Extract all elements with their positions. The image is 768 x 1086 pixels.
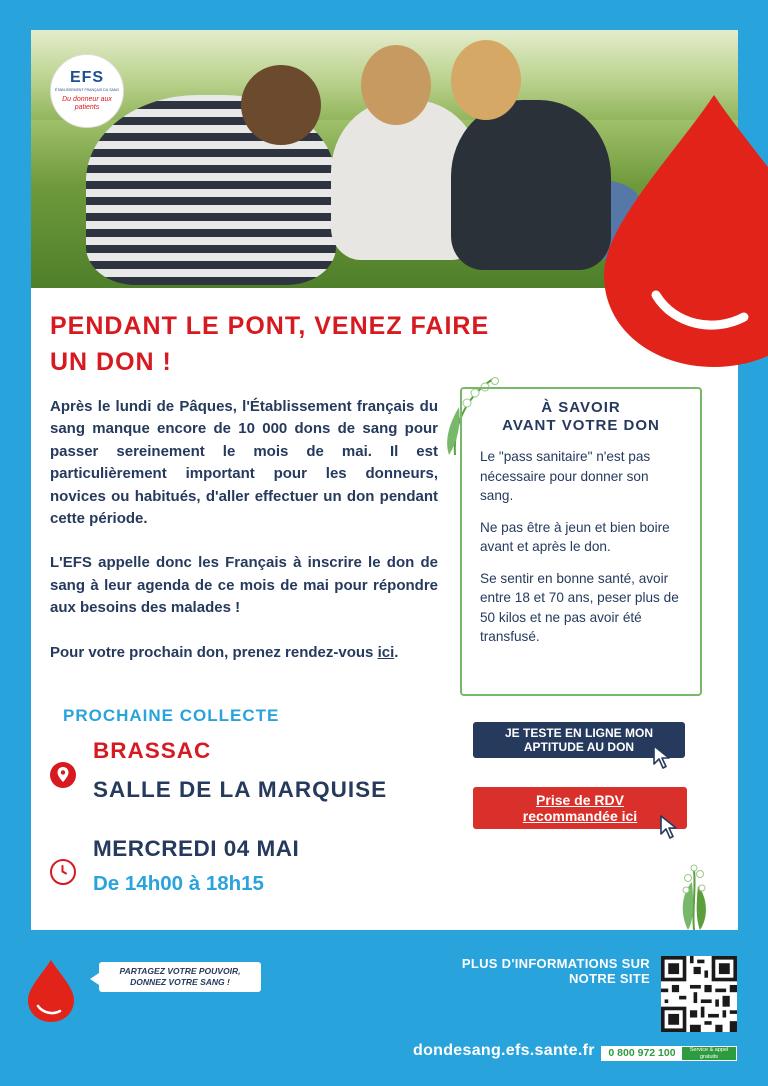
intro-text: [50, 396, 438, 686]
more-info-text: [420, 956, 650, 986]
slogan-line1: PARTAGEZ VOTRE POUVOIR,: [119, 966, 241, 976]
phone-service-note: Service & appel gratuits: [689, 1047, 729, 1060]
info-box: [460, 387, 702, 696]
cursor-icon: [658, 814, 682, 840]
slogan-bubble: [99, 962, 261, 992]
rdv-sentence-end: .: [394, 643, 399, 661]
collecte-date: MERCREDI 04 MAI: [93, 836, 300, 861]
collecte-venue: SALLE DE LA MARQUISE: [93, 777, 388, 802]
phone-number: 0 800 972 100: [602, 1047, 682, 1060]
info-title-line1: À SAVOIR: [541, 399, 621, 416]
info-title-line2: AVANT VOTRE DON: [502, 417, 660, 434]
collecte-hours: De 14h00 à 18h15: [93, 872, 264, 895]
more-info-line1: PLUS D'INFORMATIONS SUR: [461, 956, 650, 971]
info-item: Ne pas être à jeun et bien boire avant et après le don.: [480, 519, 670, 554]
info-title: [462, 399, 700, 435]
intro-paragraph-1: Après le lundi de Pâques, l'Établissement français du sang manque encore de 10 000 dons de sang pour passer sereinement le mois de mai. Il est particulièrement important pour les donneurs, novices ou habitués, d'aller effectuer un don pendant cette période.: [50, 398, 438, 528]
blood-drop-icon: [604, 95, 768, 367]
info-item: Se sentir en bonne santé, avoir entre 18 et 70 ans, peser plus de 50 kilos et ne pas avoir été transfusé.: [480, 570, 679, 644]
efs-logo: [50, 54, 124, 128]
info-item: Le "pass sanitaire" n'est pas nécessaire pour donner son sang.: [480, 449, 651, 503]
collecte-city: BRASSAC: [93, 738, 212, 763]
rdv-button-label-2: recommandée ici: [522, 808, 638, 824]
phone-badge[interactable]: [601, 1046, 737, 1061]
location-pin-icon: [50, 762, 76, 788]
logo-tagline: Du donneur aux patients: [62, 96, 112, 111]
person-woman-right-head: [451, 40, 521, 120]
collecte-heading: PROCHAINE COLLECTE: [63, 706, 280, 725]
cursor-icon: [651, 744, 675, 770]
rdv-button-label-1: Prise de RDV: [536, 792, 624, 808]
aptitude-test-label-2: APTITUDE AU DON: [523, 740, 635, 754]
intro-paragraph-3: [50, 642, 438, 664]
qr-code[interactable]: [661, 956, 737, 1032]
clock-icon: [50, 859, 76, 885]
website-link[interactable]: dondesang.efs.sante.fr: [413, 1042, 595, 1059]
aptitude-test-label-1: JE TESTE EN LIGNE MON: [504, 726, 654, 740]
person-man-head: [241, 65, 321, 145]
more-info-line2: NOTRE SITE: [568, 971, 650, 986]
info-list: [462, 447, 700, 647]
logo-org: ÉTABLISSEMENT FRANÇAIS DU SANG: [54, 88, 120, 92]
logo-brand: EFS: [69, 69, 105, 86]
intro-paragraph-2: L'EFS appelle donc les Français à inscrire le don de sang à leur agenda de ce mois de mai pour répondre aux besoins des malades !: [50, 554, 438, 617]
blood-drop-icon: [28, 960, 74, 1022]
person-woman-right: [451, 100, 611, 270]
headline-line2: UN DON !: [50, 348, 172, 376]
headline: [50, 308, 610, 380]
rdv-link[interactable]: ici: [377, 643, 395, 661]
person-woman-center-head: [361, 45, 431, 125]
rdv-button[interactable]: [473, 787, 687, 829]
headline-line1: PENDANT LE PONT, VENEZ FAIRE: [50, 312, 490, 340]
lily-of-the-valley-icon: [674, 860, 714, 930]
rdv-sentence: Pour votre prochain don, prenez rendez-vous: [50, 643, 374, 661]
slogan-line2: DONNEZ VOTRE SANG !: [130, 976, 230, 987]
